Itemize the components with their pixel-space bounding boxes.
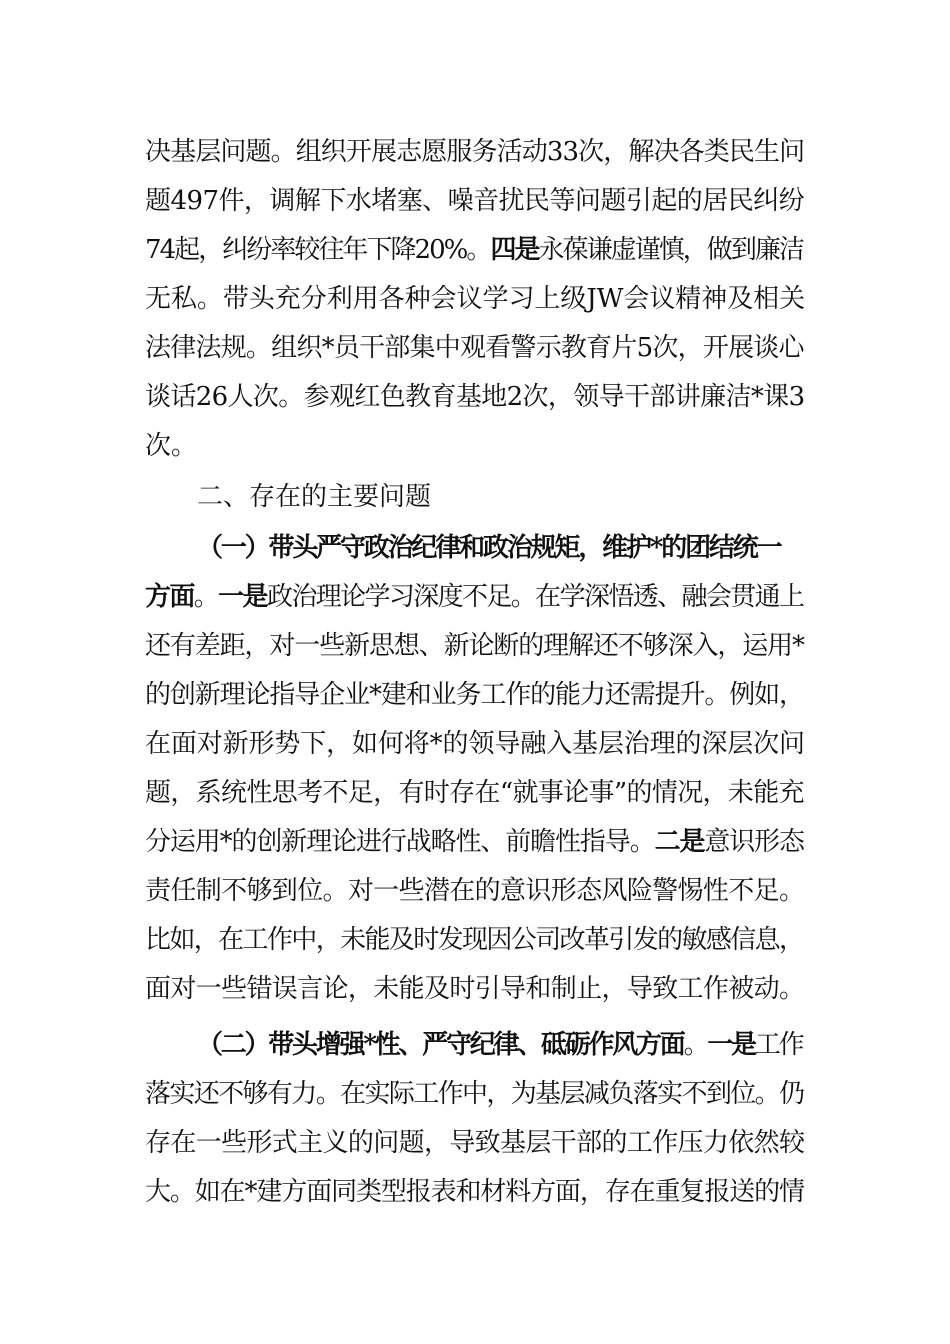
text-line: 面对一些错误言论，未能及时引导和制止，导致工作被动。 bbox=[145, 974, 805, 1004]
text-line: 落实还不够有力。在实际工作中，为基层减负落实不到位。仍 bbox=[145, 1079, 804, 1109]
text-line: 法律法规。组织*员干部集中观看警示教育片5次，开展谈心 bbox=[145, 333, 804, 363]
bold-marker: 一是 bbox=[218, 582, 267, 612]
text-line: 无私。带头充分利用各种会议学习上级JW会议精神及相关 bbox=[145, 284, 806, 314]
section-heading: 二、存在的主要问题 bbox=[197, 482, 432, 512]
subsection-heading: （二）带头增强*性、严守纪律、砥砺作风方面。一是工作 bbox=[197, 1030, 803, 1060]
text-line: 74起，纠纷率较往年下降20%。四是永葆谦虚谨慎，做到廉洁 bbox=[145, 235, 803, 265]
text-line: 大。如在*建方面同类型报表和材料方面，存在重复报送的情 bbox=[145, 1177, 804, 1207]
text-line: 分运用*的创新理论进行战略性、前瞻性指导。二是意识形态 bbox=[145, 827, 804, 857]
text-line: 存在一些形式主义的问题，导致基层干部的工作压力依然较 bbox=[145, 1128, 805, 1158]
text-line: 次。 bbox=[145, 431, 198, 461]
text-line: 的创新理论指导企业*建和业务工作的能力还需提升。例如， bbox=[145, 680, 804, 710]
subsection-heading: （一）带头严守政治纪律和政治规矩，维护*的团结统一 bbox=[197, 533, 781, 563]
text-line: 责任制不够到位。对一些潜在的意识形态风险警惕性不足。 bbox=[145, 876, 805, 906]
text-line: 方面。一是政治理论学习深度不足。在学深悟透、融会贯通上 bbox=[145, 582, 804, 612]
bold-marker: 四是 bbox=[490, 235, 539, 265]
text-line: 题，系统性思考不足，有时存在“就事论事”的情况，未能充 bbox=[145, 778, 804, 808]
bold-marker: 一是 bbox=[707, 1030, 755, 1060]
text-line: 比如，在工作中，未能及时发现因公司改革引发的敏感信息， bbox=[145, 925, 804, 955]
text-line: 在面对新形势下，如何将*的领导融入基层治理的深层次问 bbox=[145, 729, 805, 759]
bold-marker: 二是 bbox=[654, 827, 705, 857]
text-line: 谈话26人次。参观红色教育基地2次，领导干部讲廉洁*课3 bbox=[145, 382, 805, 412]
text-line: 还有差距，对一些新思想、新论断的理解还不够深入，运用* bbox=[145, 631, 804, 661]
text-line: 题497件，调解下水堵塞、噪音扰民等问题引起的居民纠纷 bbox=[145, 186, 805, 216]
text-line: 决基层问题。组织开展志愿服务活动33次，解决各类民生问 bbox=[145, 137, 805, 167]
